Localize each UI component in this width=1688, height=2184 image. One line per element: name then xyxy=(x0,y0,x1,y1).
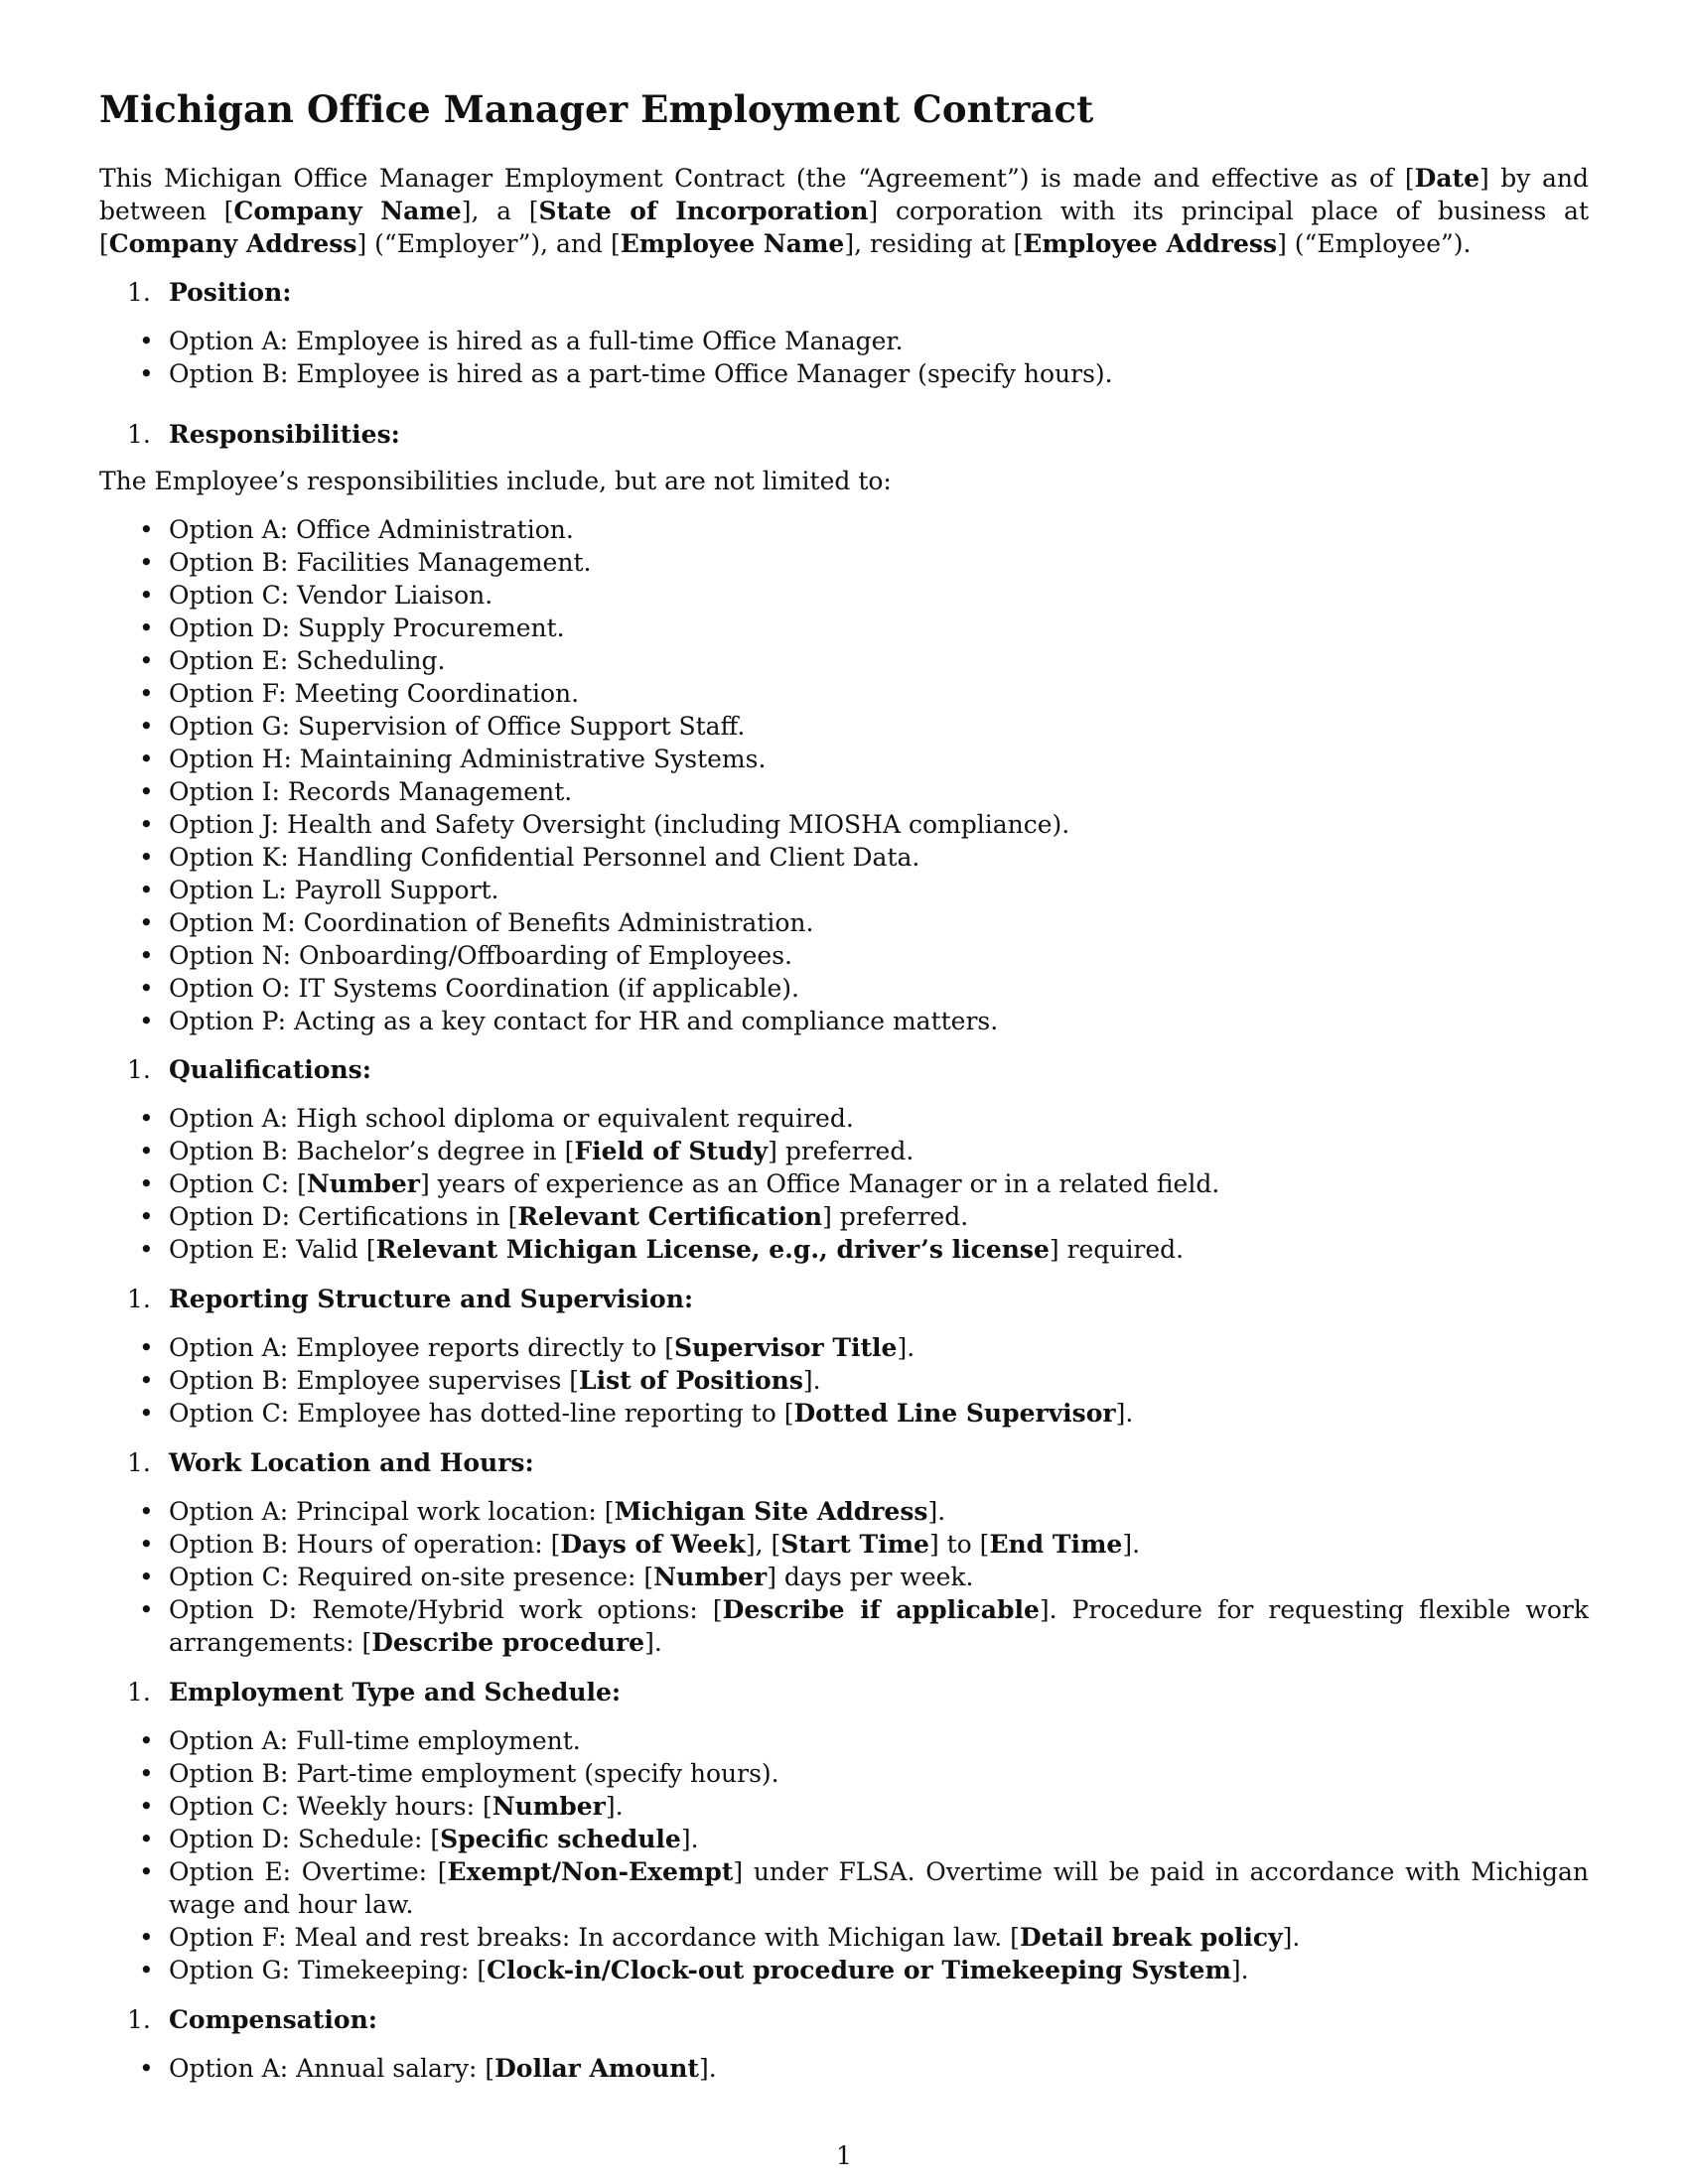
option-list xyxy=(99,513,1589,1037)
list-item: • Option A: Employee is hired as a full-time Office Manager. xyxy=(99,325,1589,357)
section-heading xyxy=(99,1446,1589,1479)
item-text: ]. xyxy=(698,2054,717,2083)
section-reporting xyxy=(99,1283,1589,1430)
placeholder: Relevant Michigan License, e.g., driver’s license xyxy=(375,1235,1050,1264)
placeholder: Number xyxy=(492,1792,606,1821)
list-item xyxy=(99,1790,1589,1823)
intro-text: ] (“Employer”), and [ xyxy=(356,229,621,258)
placeholder-employee-name: Employee Name xyxy=(620,229,845,258)
section-title: Employment Type and Schedule: xyxy=(169,1678,622,1706)
section-title: Qualifications: xyxy=(169,1055,371,1084)
list-item xyxy=(99,1855,1589,1921)
section-position xyxy=(99,276,1589,390)
section-heading xyxy=(99,418,1589,451)
section-heading xyxy=(99,276,1589,309)
list-item xyxy=(99,1397,1589,1430)
list-item: • Option B: Facilities Management. xyxy=(99,546,1589,579)
placeholder: Describe procedure xyxy=(371,1628,645,1657)
item-text: ] preferred. xyxy=(768,1137,914,1165)
placeholder-company-address: Company Address xyxy=(108,229,357,258)
intro-text: ] (“Employee”). xyxy=(1277,229,1472,258)
placeholder: Number xyxy=(653,1563,768,1591)
section-number: 1. xyxy=(127,1285,151,1313)
page-number: 1 xyxy=(836,2141,852,2170)
section-work-location xyxy=(99,1446,1589,1659)
item-text: Option G: Timekeeping: [ xyxy=(169,1956,488,1984)
item-text: Option D: Certifications in [ xyxy=(169,1202,518,1231)
list-item: • Option A: Full-time employment. xyxy=(99,1724,1589,1757)
list-item xyxy=(99,1167,1589,1200)
list-item: • Option B: Part-time employment (specify hours). xyxy=(99,1757,1589,1790)
placeholder: Detail break policy xyxy=(1019,1923,1283,1952)
list-item xyxy=(99,2052,1589,2085)
item-text: ]. xyxy=(1282,1923,1301,1952)
placeholder: Number xyxy=(306,1169,420,1198)
list-item: • Option F: Meeting Coordination. xyxy=(99,677,1589,710)
intro-text: ] by and between [ xyxy=(99,164,1589,225)
placeholder: Exempt/Non-Exempt xyxy=(447,1857,734,1886)
item-text: Option F: Meal and rest breaks: In accordance with Michigan law. [ xyxy=(169,1923,1020,1952)
list-item: • Option M: Coordination of Benefits Administration. xyxy=(99,906,1589,939)
section-number: 1. xyxy=(127,1055,151,1084)
item-text: ] to [ xyxy=(928,1530,990,1559)
placeholder: Describe if applicable xyxy=(722,1595,1040,1624)
item-text: ]. Procedure for requesting flexible work arrangements: [ xyxy=(169,1595,1589,1657)
item-text: Option E: Valid [ xyxy=(169,1235,376,1264)
placeholder: Clock-in/Clock-out procedure or Timekeeping System xyxy=(487,1956,1231,1984)
list-item: • Option N: Onboarding/Offboarding of Employees. xyxy=(99,939,1589,972)
list-item xyxy=(99,1495,1589,1528)
list-item: • Option D: Supply Procurement. xyxy=(99,612,1589,644)
item-text: ]. xyxy=(644,1628,662,1657)
list-item: • Option C: Vendor Liaison. xyxy=(99,579,1589,612)
section-intro: The Employee’s responsibilities include, but are not limited to: xyxy=(99,467,892,495)
placeholder: End Time xyxy=(989,1530,1123,1559)
list-item xyxy=(99,1200,1589,1233)
placeholder: Dotted Line Supervisor xyxy=(793,1399,1116,1428)
section-title: Compensation: xyxy=(169,2005,377,2034)
item-text: Option C: Required on-site presence: [ xyxy=(169,1563,654,1591)
item-text: Option D: Schedule: [ xyxy=(169,1825,441,1853)
item-text: Option A: Annual salary: [ xyxy=(169,2054,495,2083)
list-item: • Option E: Scheduling. xyxy=(99,644,1589,677)
item-text: ]. xyxy=(605,1792,624,1821)
placeholder: Field of Study xyxy=(574,1137,769,1165)
document-title: Michigan Office Manager Employment Contract xyxy=(99,87,1094,131)
option-list xyxy=(99,1102,1589,1266)
placeholder: Michigan Site Address xyxy=(614,1497,928,1526)
placeholder-state: State of Incorporation xyxy=(538,197,869,225)
list-item: • Option A: High school diploma or equivalent required. xyxy=(99,1102,1589,1135)
item-text: Option A: Principal work location: [ xyxy=(169,1497,615,1526)
list-item: • Option L: Payroll Support. xyxy=(99,874,1589,906)
item-text: ] years of experience as an Office Manager or in a related field. xyxy=(419,1169,1220,1198)
section-number: 1. xyxy=(127,420,151,449)
list-item xyxy=(99,1364,1589,1397)
section-heading xyxy=(99,2003,1589,2036)
option-list xyxy=(99,1495,1589,1659)
section-compensation xyxy=(99,2003,1589,2085)
item-text: ]. xyxy=(897,1333,915,1362)
list-item xyxy=(99,1135,1589,1167)
placeholder-employee-address: Employee Address xyxy=(1023,229,1278,258)
intro-paragraph xyxy=(99,162,1589,260)
list-item: • Option O: IT Systems Coordination (if applicable). xyxy=(99,972,1589,1005)
section-heading xyxy=(99,1283,1589,1315)
list-item xyxy=(99,1561,1589,1593)
item-text: Option A: Employee reports directly to [ xyxy=(169,1333,674,1362)
placeholder: Specific schedule xyxy=(440,1825,681,1853)
section-title: Position: xyxy=(169,278,292,307)
intro-text: This Michigan Office Manager Employment Contract (the “Agreement”) is made and effective as of [ xyxy=(99,164,1415,193)
placeholder: Days of Week xyxy=(560,1530,746,1559)
list-item xyxy=(99,1528,1589,1561)
section-number: 1. xyxy=(127,1448,151,1477)
item-text: Option B: Bachelor’s degree in [ xyxy=(169,1137,575,1165)
list-item xyxy=(99,1593,1589,1659)
list-item xyxy=(99,1954,1589,1986)
intro-text: ] corporation with its principal place of business at [ xyxy=(99,197,1589,258)
section-title: Work Location and Hours: xyxy=(169,1448,534,1477)
list-item xyxy=(99,1233,1589,1266)
placeholder: List of Positions xyxy=(579,1366,803,1395)
section-responsibilities xyxy=(99,418,1589,1037)
list-item: • Option G: Supervision of Office Support Staff. xyxy=(99,710,1589,743)
item-text: ]. xyxy=(1115,1399,1134,1428)
item-text: Option E: Overtime: [ xyxy=(169,1857,448,1886)
option-list xyxy=(99,1331,1589,1430)
item-text: ] required. xyxy=(1049,1235,1185,1264)
list-item: • Option I: Records Management. xyxy=(99,775,1589,808)
placeholder: Dollar Amount xyxy=(494,2054,699,2083)
section-number: 1. xyxy=(127,278,151,307)
item-text: ] under FLSA. Overtime will be paid in accordance with Michigan wage and hour law. xyxy=(169,1857,1589,1919)
placeholder-date: Date xyxy=(1414,164,1479,193)
section-heading xyxy=(99,1676,1589,1708)
item-text: Option C: Employee has dotted-line reporting to [ xyxy=(169,1399,794,1428)
placeholder-company-name: Company Name xyxy=(233,197,462,225)
item-text: Option B: Hours of operation: [ xyxy=(169,1530,561,1559)
list-item xyxy=(99,1921,1589,1954)
list-item: • Option A: Office Administration. xyxy=(99,513,1589,546)
section-qualifications xyxy=(99,1053,1589,1266)
item-text: ], [ xyxy=(745,1530,781,1559)
list-item xyxy=(99,1331,1589,1364)
list-item: • Option P: Acting as a key contact for HR and compliance matters. xyxy=(99,1005,1589,1037)
option-list xyxy=(99,325,1589,390)
item-text: ]. xyxy=(802,1366,821,1395)
list-item: • Option B: Employee is hired as a part-time Office Manager (specify hours). xyxy=(99,357,1589,390)
list-item: • Option H: Maintaining Administrative Systems. xyxy=(99,743,1589,775)
item-text: Option C: Weekly hours: [ xyxy=(169,1792,492,1821)
section-number: 1. xyxy=(127,1678,151,1706)
intro-text: ], a [ xyxy=(461,197,539,225)
section-number: 1. xyxy=(127,2005,151,2034)
section-employment-type xyxy=(99,1676,1589,1986)
list-item: • Option J: Health and Safety Oversight (including MIOSHA compliance). xyxy=(99,808,1589,841)
item-text: ]. xyxy=(1122,1530,1141,1559)
list-item xyxy=(99,1823,1589,1855)
item-text: ]. xyxy=(927,1497,946,1526)
section-heading xyxy=(99,1053,1589,1086)
section-title: Responsibilities: xyxy=(169,420,400,449)
placeholder: Supervisor Title xyxy=(673,1333,898,1362)
intro-text: ], residing at [ xyxy=(844,229,1024,258)
item-text: Option D: Remote/Hybrid work options: [ xyxy=(169,1595,723,1624)
option-list xyxy=(99,1724,1589,1986)
item-text: ]. xyxy=(680,1825,699,1853)
item-text: Option B: Employee supervises [ xyxy=(169,1366,580,1395)
list-item: • Option K: Handling Confidential Personnel and Client Data. xyxy=(99,841,1589,874)
placeholder: Start Time xyxy=(780,1530,929,1559)
item-text: Option C: [ xyxy=(169,1169,307,1198)
item-text: ] days per week. xyxy=(767,1563,974,1591)
placeholder: Relevant Certification xyxy=(517,1202,823,1231)
item-text: ]. xyxy=(1230,1956,1249,1984)
item-text: ] preferred. xyxy=(822,1202,969,1231)
section-title: Reporting Structure and Supervision: xyxy=(169,1285,694,1313)
option-list xyxy=(99,2052,1589,2085)
